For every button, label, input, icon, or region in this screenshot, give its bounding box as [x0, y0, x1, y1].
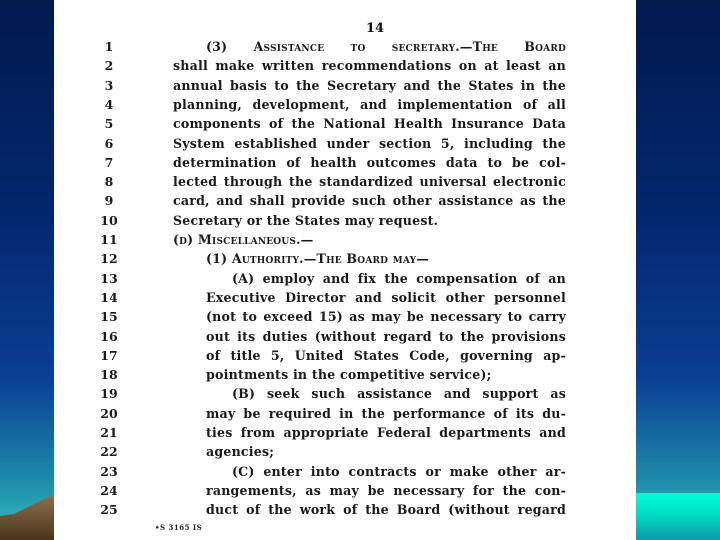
line-number: 16: [100, 328, 118, 344]
line-number: 10: [100, 212, 118, 228]
line-text: Executive Director and solicit other personnel: [206, 289, 566, 305]
line-text: rangements, as may be necessary for the con-: [206, 482, 566, 498]
line-text: ties from appropriate Federal departments and: [206, 425, 566, 440]
line-number: 17: [100, 347, 118, 363]
line-number: 3: [104, 77, 114, 93]
line-number: 4: [104, 96, 114, 112]
line-number: 21: [100, 425, 118, 440]
line-number: 19: [100, 386, 118, 402]
page-number: 14: [365, 21, 385, 36]
line-number: 1: [104, 39, 114, 54]
line-text: determination of health outcomes data to be col-: [173, 154, 566, 170]
line-number: 14: [100, 289, 118, 305]
line-number: 12: [100, 251, 118, 267]
line-text: System established under section 5, including the: [173, 135, 566, 151]
line-text: of title 5, United States Code, governing ap-: [206, 347, 566, 363]
line-number: 15: [100, 309, 118, 325]
line-text: (3) Assistance to secretary.—The Board: [206, 39, 566, 54]
background-cyan-band: [636, 493, 720, 540]
line-number: 13: [100, 270, 118, 286]
line-text: pointments in the competitive service);: [206, 367, 492, 383]
line-text: (A) employ and fix the compensation of an: [232, 270, 566, 286]
line-number: 9: [104, 193, 114, 209]
line-text: (d) Miscellaneous.—: [173, 232, 314, 247]
line-number: 24: [100, 482, 118, 498]
line-text: planning, development, and implementation of all: [173, 96, 566, 112]
line-text: out its duties (without regard to the provisions: [206, 328, 566, 344]
line-text: (B) seek such assistance and support as: [232, 386, 566, 402]
line-text: annual basis to the Secretary and the States in the: [173, 77, 566, 93]
line-number: 20: [100, 405, 118, 421]
line-number: 25: [100, 502, 118, 518]
line-text: components of the National Health Insurance Data: [173, 116, 566, 132]
line-text: (not to exceed 15) as may be necessary to carry: [206, 309, 566, 325]
line-number: 22: [100, 444, 118, 460]
bill-footer-code: •S 3165 IS: [155, 523, 203, 532]
line-number: 5: [104, 116, 114, 132]
document-page: [54, 0, 636, 540]
line-text: shall make written recommendations on at least an: [173, 58, 566, 74]
document-line: [54, 499, 636, 521]
line-text: (1) Authority.—The Board may—: [206, 251, 430, 267]
line-text: duct of the work of the Board (without regard: [206, 502, 566, 518]
line-text: card, and shall provide such other assistance as the: [173, 193, 566, 209]
line-number: 8: [104, 174, 114, 190]
background-hill: [0, 470, 54, 540]
line-text: (C) enter into contracts or make other ar-: [232, 463, 566, 479]
line-number: 7: [104, 154, 114, 170]
line-text: may be required in the performance of its du-: [206, 405, 566, 421]
line-number: 11: [100, 232, 118, 247]
line-text: agencies;: [206, 444, 275, 460]
line-number: 2: [104, 58, 114, 74]
line-text: lected through the standardized universal electronic: [173, 174, 566, 190]
line-number: 23: [100, 463, 118, 479]
line-number: 18: [100, 367, 118, 383]
line-text: Secretary or the States may request.: [173, 212, 439, 228]
line-number: 6: [104, 135, 114, 151]
